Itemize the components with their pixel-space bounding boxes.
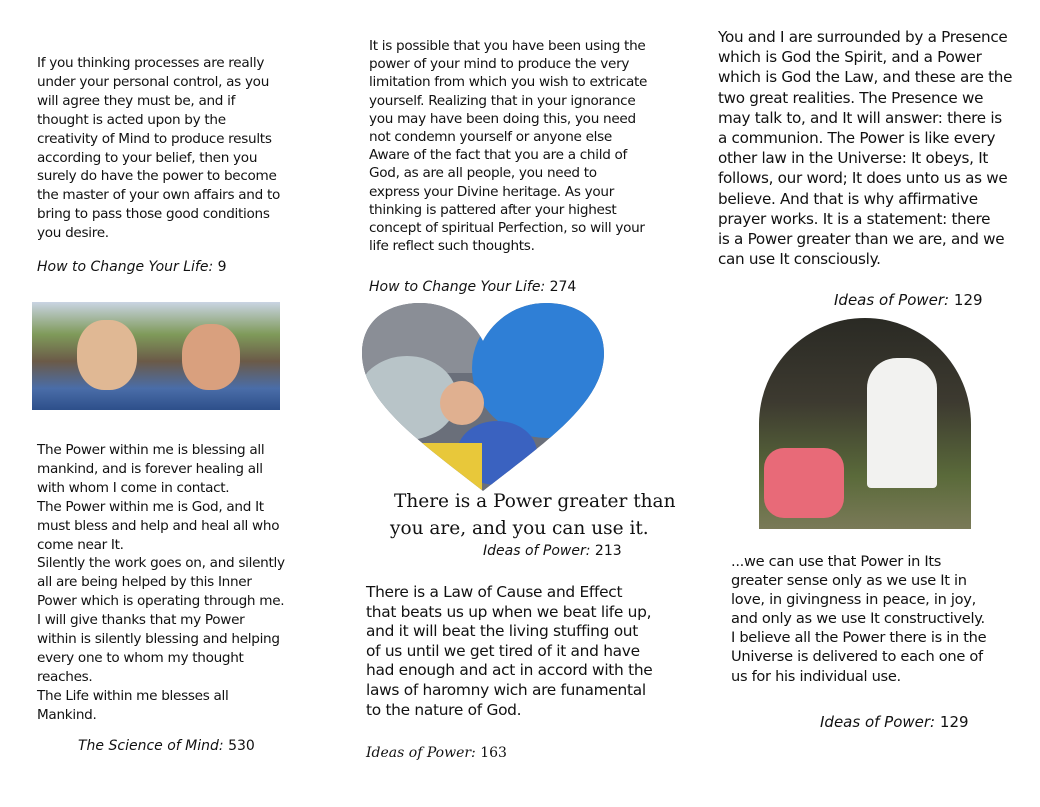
text-line: us for his individual use. — [731, 667, 901, 685]
text-line: The Power within me is blessing all — [37, 442, 265, 458]
text-line: to the nature of God. — [366, 700, 522, 719]
citation-page: 163 — [480, 745, 507, 761]
text-line: Universe is delivered to each one of — [731, 648, 983, 666]
text-line: There is a Law of Cause and Effect — [366, 583, 623, 601]
text-line: greater sense only as we use It in — [731, 572, 967, 590]
text-line: follows, our word; It does unto us as we — [718, 169, 1008, 188]
text-line: Mankind. — [37, 706, 97, 723]
text-line: bring to pass those good conditions — [37, 206, 270, 223]
text-line: every one to whom my thought — [37, 649, 244, 666]
citation-title: Ideas of Power: — [366, 745, 476, 761]
text-line: concept of spiritual Perfection, so will your — [369, 220, 645, 237]
person-face — [77, 320, 137, 390]
featured-quote — [390, 488, 675, 542]
text-line: can use It consciously. — [718, 250, 881, 269]
quote-line: There is a Power greater than — [394, 491, 676, 512]
text-line: creativity of Mind to produce results — [37, 130, 272, 147]
text-line: two great realities. The Presence we — [718, 88, 984, 107]
text-line: a communion. The Power is like every — [718, 129, 996, 148]
text-line: thought is acted upon by the — [37, 111, 226, 128]
col1-paragraph-1 — [37, 54, 280, 243]
text-line: may talk to, and It will answer: there is — [718, 108, 1002, 127]
text-line: come near It. — [37, 536, 124, 553]
text-line: power of your mind to produce the very — [369, 56, 630, 73]
text-line: The Life within me blesses all — [37, 687, 229, 704]
col2-paragraph-2 — [366, 583, 652, 720]
text-line: yourself. Realizing that in your ignorance — [369, 92, 636, 109]
text-line: believe. And that is why affirmative — [718, 189, 978, 208]
citation-title: The Science of Mind: — [78, 738, 224, 754]
text-line: the master of your own affairs and to — [37, 187, 281, 204]
citation-title: How to Change Your Life: — [369, 279, 546, 295]
person-white-shirt — [867, 358, 937, 488]
citation-title: Ideas of Power: — [483, 543, 591, 559]
text-line: other law in the Universe: It obeys, It — [718, 149, 989, 168]
text-line: I believe all the Power there is in the — [731, 629, 987, 647]
text-line: mankind, and is forever healing all — [37, 460, 263, 477]
text-line: It is possible that you have been using the — [369, 38, 646, 54]
col2-paragraph-1 — [369, 37, 647, 255]
text-line: life reflect such thoughts. — [369, 238, 535, 255]
arch-photo-two-women — [759, 318, 971, 529]
text-line: prayer works. It is a statement: there — [718, 209, 991, 228]
quote-line: you are, and you can use it. — [390, 518, 649, 539]
col2-citation-3 — [366, 745, 507, 761]
text-line: according to your belief, then you — [37, 149, 258, 166]
text-line: reaches. — [37, 668, 93, 685]
citation-title: How to Change Your Life: — [37, 259, 214, 275]
text-line: with whom I come in contact. — [37, 479, 230, 496]
text-line: under your personal control, as you — [37, 73, 270, 90]
text-line: which is God the Spirit, and a Power — [718, 48, 982, 67]
col3-paragraph-2 — [731, 552, 986, 686]
col3-citation-1 — [834, 291, 983, 309]
text-line: of us until we get tired of it and have — [366, 641, 640, 660]
text-line: The Power within me is God, and It — [37, 498, 264, 515]
text-line: ...we can use that Power in Its — [731, 553, 942, 570]
citation-page: 129 — [953, 291, 983, 309]
col2-citation-2 — [483, 543, 622, 559]
text-line: all are being helped by this Inner — [37, 574, 252, 591]
text-line: You and I are surrounded by a Presence — [718, 28, 1008, 46]
text-line: that beats us up when we beat life up, — [366, 602, 652, 621]
text-line: not condemn yourself or anyone else — [369, 129, 612, 146]
col1-citation-1 — [37, 259, 227, 275]
text-line: Silently the work goes on, and silently — [37, 555, 285, 572]
text-line: I will give thanks that my Power — [37, 612, 245, 629]
citation-title: Ideas of Power: — [834, 291, 950, 309]
citation-page: 530 — [228, 738, 255, 754]
col1-citation-2 — [78, 738, 255, 754]
text-line: is a Power greater than we are, and we — [718, 230, 1005, 249]
text-line: surely do have the power to become — [37, 168, 277, 185]
col2-citation-1 — [369, 279, 576, 295]
text-line: limitation from which you wish to extricate — [369, 74, 648, 91]
col3-paragraph-1 — [718, 27, 1012, 269]
text-line: you desire. — [37, 225, 109, 242]
col3-citation-2 — [820, 713, 969, 731]
text-line: must bless and help and heal all who — [37, 517, 280, 534]
person-pink-shirt — [764, 448, 844, 518]
text-line: God, as are all people, you need to — [369, 165, 597, 182]
person-face — [182, 324, 240, 390]
citation-page: 9 — [217, 259, 227, 275]
text-line: and only as we use It constructively. — [731, 610, 985, 628]
text-line: will agree they must be, and if — [37, 92, 236, 109]
citation-page: 129 — [939, 713, 969, 731]
text-line: and it will beat the living stuffing out — [366, 622, 638, 641]
text-line: laws of haromny wich are funamental — [366, 680, 646, 699]
text-line: love, in givingness in peace, in joy, — [731, 591, 976, 609]
heart-photo-balloons — [362, 303, 604, 491]
text-line: Aware of the fact that you are a child of — [369, 147, 628, 164]
text-line: which is God the Law, and these are the — [718, 68, 1013, 87]
citation-page: 213 — [594, 543, 622, 559]
col1-paragraph-2 — [37, 441, 285, 725]
text-line: If you thinking processes are really — [37, 55, 265, 71]
citation-title: Ideas of Power: — [820, 713, 936, 731]
text-line: you may have been doing this, you need — [369, 110, 636, 127]
text-line: within is silently blessing and helping — [37, 631, 280, 648]
text-line: had enough and act in accord with the — [366, 661, 653, 680]
text-line: express your Divine heritage. As your — [369, 183, 614, 200]
photo-two-women — [32, 302, 280, 410]
text-line: Power which is operating through me. — [37, 593, 285, 610]
text-line: thinking is pattered after your highest — [369, 201, 617, 218]
citation-page: 274 — [549, 279, 577, 295]
